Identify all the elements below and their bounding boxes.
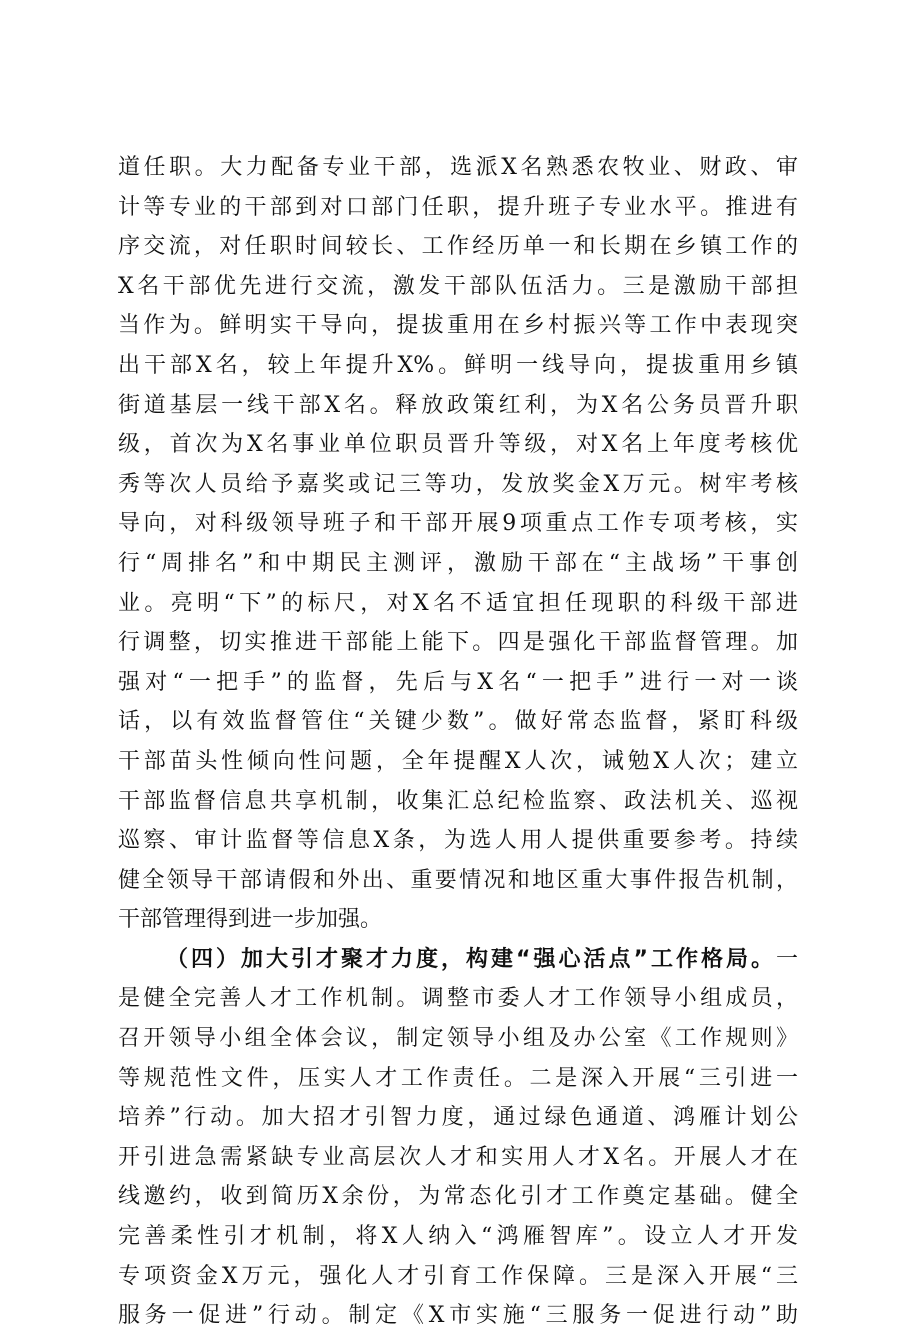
text-line: X名干部优先进行交流，激发干部队伍活力。三是激励干部担 (118, 273, 798, 299)
text-line: 干部监督信息共享机制，收集汇总纪检监察、政法机关、巡视 (118, 788, 798, 814)
text-line: 序交流，对任职时间较长、工作经历单一和长期在乡镇工作的 (118, 234, 798, 260)
text-line: 线邀约，收到简历X余份，为常态化引才工作奠定基础。健全 (118, 1184, 798, 1210)
paragraph-heading-line (118, 940, 798, 980)
text-line: 服务一促进”行动。制定《X市实施“三服务一促进行动”助 (118, 1303, 798, 1329)
text-line: 是健全完善人才工作机制。调整市委人才工作领导小组成员， (118, 986, 798, 1012)
text-line: 干部管理得到进一步加强。 (118, 907, 383, 933)
text-fragment: 一 (775, 946, 798, 972)
text-line: 强对“一把手”的监督，先后与X名“一把手”进行一对一谈 (118, 669, 798, 695)
text-line: 当作为。鲜明实干导向，提拔重用在乡村振兴等工作中表现突 (118, 313, 798, 339)
text-line: 秀等次人员给予嘉奖或记三等功，发放奖金X万元。树牢考核 (118, 471, 798, 497)
text-line: 街道基层一线干部X名。释放政策红利，为X名公务员晋升职 (118, 392, 798, 418)
text-line: 道任职。大力配备专业干部，选派X名熟悉农牧业、财政、审 (118, 155, 798, 180)
paragraph-2 (118, 940, 798, 1336)
text-line: 召开领导小组全体会议，制定领导小组及办公室《工作规则》 (118, 1026, 798, 1052)
text-line: 计等专业的干部到对口部门任职，提升班子专业水平。推进有 (118, 194, 798, 220)
document-body (118, 148, 798, 1336)
text-line: 巡察、审计监督等信息X条，为选人用人提供重要参考。持续 (118, 828, 798, 854)
text-line: 行调整，切实推进干部能上能下。四是强化干部监督管理。加 (118, 630, 798, 656)
text-line: 导向，对科级领导班子和干部开展9项重点工作专项考核，实 (118, 511, 798, 537)
text-line: 出干部X名，较上年提升X%。鲜明一线导向，提拔重用乡镇 (118, 352, 798, 378)
paragraph-1 (118, 148, 798, 940)
text-line: 开引进急需紧缺专业高层次人才和实用人才X名。开展人才在 (118, 1144, 798, 1170)
text-line: 健全领导干部请假和外出、重要情况和地区重大事件报告机制， (118, 867, 798, 893)
text-line: 完善柔性引才机制，将X人纳入“鸿雁智库”。设立人才开发 (118, 1224, 798, 1250)
text-line: 业。亮明“下”的标尺，对X名不适宜担任现职的科级干部进 (118, 590, 798, 616)
text-line: 培养”行动。加大招才引智力度，通过绿色通道、鸿雁计划公 (118, 1105, 798, 1131)
text-line: 干部苗头性倾向性问题，全年提醒X人次，诫勉X人次；建立 (118, 748, 798, 774)
text-line: 专项资金X万元，强化人才引育工作保障。三是深入开展“三 (118, 1263, 798, 1289)
section-heading: （四）加大引才聚才力度，构建“强心活点”工作格局。 (166, 946, 776, 972)
text-line: 行“周排名”和中期民主测评，激励干部在“主战场”干事创 (118, 550, 798, 576)
text-line: 级，首次为X名事业单位职员晋升等级，对X名上年度考核优 (118, 432, 798, 458)
text-line: 话，以有效监督管住“关键少数”。做好常态监督，紧盯科级 (118, 709, 798, 735)
text-line: 等规范性文件，压实人才工作责任。二是深入开展“三引进一 (118, 1065, 798, 1091)
